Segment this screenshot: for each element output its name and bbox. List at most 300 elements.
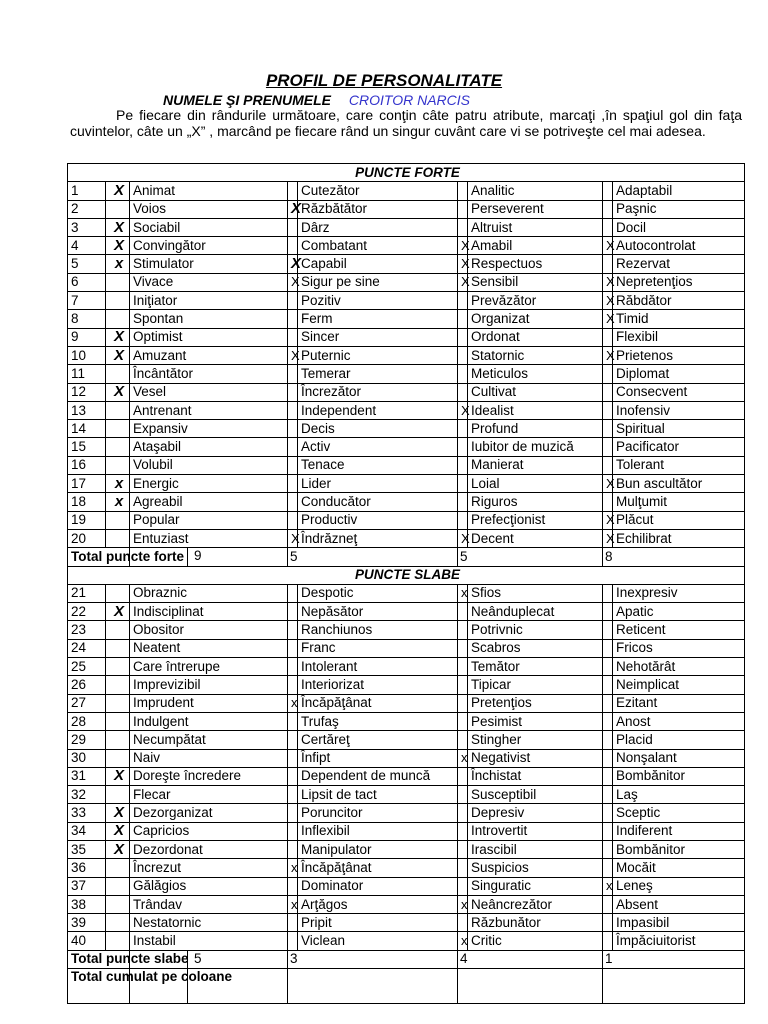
attribute-word: Arţăgos [298, 895, 458, 913]
attribute-word: Statornic [468, 346, 603, 364]
mark-cell[interactable] [106, 456, 130, 474]
attribute-word: Tenace [298, 456, 458, 474]
attribute-word: Idealist [468, 401, 603, 419]
attribute-word: Convingător [130, 237, 288, 255]
attribute-word: Încăpăţânat [298, 859, 458, 877]
mark-cell[interactable] [458, 383, 468, 401]
mark-cell[interactable] [106, 658, 130, 676]
attribute-word: Îndrăzneţ [298, 529, 458, 547]
attribute-word: Obraznic [130, 584, 288, 602]
name-label: NUMELE ŞI PRENUMELE [163, 92, 332, 108]
mark-cell[interactable] [458, 859, 468, 877]
mark-cell[interactable] [458, 694, 468, 712]
attribute-word: Suspicios [468, 859, 603, 877]
mark-cell[interactable] [106, 895, 130, 913]
mark-cell[interactable] [106, 438, 130, 456]
row-number: 23 [68, 621, 106, 639]
attribute-word: Pesimist [468, 712, 603, 730]
mark-cell[interactable] [603, 767, 613, 785]
row-number: 12 [68, 383, 106, 401]
attribute-word: Organizat [468, 310, 603, 328]
row-number: 14 [68, 420, 106, 438]
attribute-word: Inflexibil [298, 822, 458, 840]
table-row [68, 401, 745, 419]
mark-cell[interactable]: X [603, 310, 613, 328]
mark-cell[interactable] [458, 493, 468, 511]
total-forte-row [68, 548, 745, 566]
mark-cell[interactable]: x [458, 932, 468, 950]
mark-cell[interactable] [603, 914, 613, 932]
mark-cell[interactable]: X [288, 529, 298, 547]
mark-cell[interactable] [288, 456, 298, 474]
mark-cell[interactable] [288, 749, 298, 767]
mark-cell[interactable] [458, 218, 468, 236]
mark-cell[interactable] [288, 438, 298, 456]
mark-cell[interactable]: X [288, 273, 298, 291]
attribute-word: Critic [468, 932, 603, 950]
mark-cell[interactable] [288, 786, 298, 804]
attribute-word: Pacificator [613, 438, 745, 456]
table-row [68, 383, 745, 401]
attribute-word: Încrezut [130, 859, 288, 877]
attribute-word: Laş [613, 786, 745, 804]
name-value: CROITOR NARCIS [348, 92, 470, 108]
attribute-word: Negativist [468, 749, 603, 767]
mark-cell[interactable] [106, 511, 130, 529]
attribute-word: Temător [468, 658, 603, 676]
attribute-word: Entuziast [130, 529, 288, 547]
attribute-word: Nonşalant [613, 749, 745, 767]
mark-cell[interactable]: X [603, 511, 613, 529]
total-forte-label: Total puncte forte [68, 548, 130, 566]
mark-cell[interactable] [458, 658, 468, 676]
attribute-word: Care întrerupe [130, 658, 288, 676]
mark-cell[interactable]: x [106, 255, 130, 273]
page-title: PROFIL DE PERSONALITATE [265, 71, 503, 90]
mark-cell[interactable]: X [106, 383, 130, 401]
row-number: 37 [68, 877, 106, 895]
mark-cell[interactable] [603, 822, 613, 840]
mark-cell[interactable]: X [288, 200, 298, 218]
table-row [68, 529, 745, 547]
mark-cell[interactable]: X [106, 822, 130, 840]
row-number: 22 [68, 603, 106, 621]
mark-cell[interactable] [603, 182, 613, 200]
total-slabe-label: Total puncte slabe [68, 950, 130, 968]
mark-cell[interactable] [288, 603, 298, 621]
attribute-word: Stingher [468, 731, 603, 749]
row-number: 39 [68, 914, 106, 932]
attribute-word: Decis [298, 420, 458, 438]
mark-cell[interactable] [288, 365, 298, 383]
mark-cell[interactable] [603, 365, 613, 383]
table-row [68, 731, 745, 749]
attribute-word: Spiritual [613, 420, 745, 438]
table-row [68, 712, 745, 730]
attribute-word: Prietenos [613, 346, 745, 364]
attribute-word: Instabil [130, 932, 288, 950]
total-slabe-split [130, 950, 288, 968]
attribute-word: Echilibrat [613, 529, 745, 547]
mark-cell[interactable] [603, 804, 613, 822]
row-number: 2 [68, 200, 106, 218]
mark-cell[interactable] [603, 603, 613, 621]
mark-cell[interactable] [106, 877, 130, 895]
mark-cell[interactable] [288, 511, 298, 529]
mark-cell[interactable] [288, 310, 298, 328]
mark-cell[interactable] [106, 584, 130, 602]
mark-cell[interactable] [106, 786, 130, 804]
mark-cell[interactable] [106, 694, 130, 712]
attribute-word: Paşnic [613, 200, 745, 218]
row-number: 30 [68, 749, 106, 767]
mark-cell[interactable]: X [106, 328, 130, 346]
attribute-word: Indisciplinat [130, 603, 288, 621]
mark-cell[interactable] [458, 804, 468, 822]
mark-cell[interactable] [603, 712, 613, 730]
attribute-word: Sceptic [613, 804, 745, 822]
mark-cell[interactable] [603, 895, 613, 913]
attribute-word: Pripit [298, 914, 458, 932]
personality-table [67, 163, 745, 1004]
mark-cell[interactable] [288, 383, 298, 401]
mark-cell[interactable] [288, 767, 298, 785]
attribute-word: Decent [468, 529, 603, 547]
attribute-word: Placid [613, 731, 745, 749]
attribute-word: Docil [613, 218, 745, 236]
attribute-word: Activ [298, 438, 458, 456]
mark-cell[interactable]: x [458, 895, 468, 913]
mark-cell[interactable] [288, 840, 298, 858]
mark-cell[interactable] [603, 731, 613, 749]
mark-cell[interactable] [458, 292, 468, 310]
mark-cell[interactable] [288, 475, 298, 493]
row-number: 32 [68, 786, 106, 804]
row-number: 31 [68, 767, 106, 785]
mark-cell[interactable] [458, 822, 468, 840]
mark-cell[interactable] [106, 932, 130, 950]
mark-cell[interactable] [603, 859, 613, 877]
mark-cell[interactable]: X [106, 603, 130, 621]
mark-cell[interactable]: x [288, 859, 298, 877]
mark-cell[interactable]: x [603, 877, 613, 895]
mark-cell[interactable] [106, 365, 130, 383]
mark-cell[interactable]: x [288, 895, 298, 913]
attribute-word: Naiv [130, 749, 288, 767]
mark-cell[interactable] [603, 218, 613, 236]
mark-cell[interactable] [603, 676, 613, 694]
mark-cell[interactable]: X [458, 237, 468, 255]
mark-cell[interactable]: X [603, 475, 613, 493]
attribute-word: Încăpăţânat [298, 694, 458, 712]
attribute-word: Dârz [298, 218, 458, 236]
mark-cell[interactable] [288, 420, 298, 438]
mark-cell[interactable] [288, 639, 298, 657]
mark-cell[interactable] [458, 182, 468, 200]
table-row [68, 822, 745, 840]
mark-cell[interactable]: X [458, 255, 468, 273]
mark-cell[interactable] [458, 840, 468, 858]
attribute-word: Apatic [613, 603, 745, 621]
total-forte-col3: 5 [458, 548, 603, 566]
attribute-word: Depresiv [468, 804, 603, 822]
attribute-word: Loial [468, 475, 603, 493]
mark-cell[interactable] [603, 383, 613, 401]
mark-cell[interactable] [288, 731, 298, 749]
mark-cell[interactable] [458, 346, 468, 364]
attribute-word: Indulgent [130, 712, 288, 730]
attribute-word: Trufaş [298, 712, 458, 730]
cumulative-col3 [458, 969, 603, 1004]
attribute-word: Anost [613, 712, 745, 730]
mark-cell[interactable] [106, 310, 130, 328]
attribute-word: Flecar [130, 786, 288, 804]
mark-cell[interactable] [288, 182, 298, 200]
attribute-word: Răzbunător [468, 914, 603, 932]
mark-cell[interactable] [288, 237, 298, 255]
mark-cell[interactable] [288, 877, 298, 895]
mark-cell[interactable] [288, 401, 298, 419]
attribute-word: Riguros [468, 493, 603, 511]
attribute-word: Mocăit [613, 859, 745, 877]
mark-cell[interactable]: X [458, 273, 468, 291]
mark-cell[interactable] [106, 731, 130, 749]
mark-cell[interactable] [603, 493, 613, 511]
attribute-word: Nepăsător [298, 603, 458, 621]
attribute-word: Expansiv [130, 420, 288, 438]
mark-cell[interactable]: x [106, 475, 130, 493]
attribute-word: Inexpresiv [613, 584, 745, 602]
attribute-word: Neânduplecat [468, 603, 603, 621]
mark-cell[interactable] [288, 493, 298, 511]
attribute-word: Închistat [468, 767, 603, 785]
mark-cell[interactable] [288, 328, 298, 346]
mark-cell[interactable] [458, 914, 468, 932]
mark-cell[interactable] [106, 273, 130, 291]
mark-cell[interactable] [603, 438, 613, 456]
mark-cell[interactable] [458, 639, 468, 657]
mark-cell[interactable] [603, 786, 613, 804]
mark-cell[interactable] [603, 932, 613, 950]
table-row [68, 218, 745, 236]
mark-cell[interactable] [603, 639, 613, 657]
row-number: 9 [68, 328, 106, 346]
attribute-word: Neâncrezător [468, 895, 603, 913]
attribute-word: Despotic [298, 584, 458, 602]
mark-cell[interactable]: X [288, 346, 298, 364]
attribute-word: Rezervat [613, 255, 745, 273]
mark-cell[interactable]: x [458, 584, 468, 602]
mark-cell[interactable]: x [458, 749, 468, 767]
attribute-word: Diplomat [613, 365, 745, 383]
attribute-word: Puternic [298, 346, 458, 364]
mark-cell[interactable] [458, 475, 468, 493]
attribute-word: Lipsit de tact [298, 786, 458, 804]
mark-cell[interactable] [288, 712, 298, 730]
mark-cell[interactable] [603, 200, 613, 218]
mark-cell[interactable]: X [106, 767, 130, 785]
row-number: 6 [68, 273, 106, 291]
mark-cell[interactable]: X [603, 292, 613, 310]
mark-cell[interactable] [458, 767, 468, 785]
table-row [68, 475, 745, 493]
mark-cell[interactable] [106, 401, 130, 419]
mark-cell[interactable]: X [603, 237, 613, 255]
mark-cell[interactable] [458, 621, 468, 639]
attribute-word: Dezordonat [130, 840, 288, 858]
attribute-word: Combatant [298, 237, 458, 255]
attribute-word: Leneş [613, 877, 745, 895]
mark-cell[interactable]: X [458, 529, 468, 547]
table-row [68, 420, 745, 438]
mark-cell[interactable] [288, 292, 298, 310]
mark-cell[interactable] [603, 401, 613, 419]
mark-cell[interactable] [106, 529, 130, 547]
mark-cell[interactable] [288, 822, 298, 840]
mark-cell[interactable]: X [106, 346, 130, 364]
attribute-word: Flexibil [613, 328, 745, 346]
mark-cell[interactable] [288, 804, 298, 822]
attribute-word: Împăciuitorist [613, 932, 745, 950]
table-row [68, 658, 745, 676]
mark-cell[interactable] [106, 914, 130, 932]
table-row [68, 840, 745, 858]
mark-cell[interactable]: X [288, 255, 298, 273]
mark-cell[interactable] [603, 420, 613, 438]
mark-cell[interactable] [458, 200, 468, 218]
table-row [68, 932, 745, 950]
table-row [68, 676, 745, 694]
mark-cell[interactable] [603, 584, 613, 602]
mark-cell[interactable] [603, 694, 613, 712]
total-forte-col2: 5 [288, 548, 458, 566]
attribute-word: Încântător [130, 365, 288, 383]
mark-cell[interactable] [458, 676, 468, 694]
row-number: 40 [68, 932, 106, 950]
mark-cell[interactable]: X [458, 401, 468, 419]
mark-cell[interactable] [603, 658, 613, 676]
mark-cell[interactable]: X [106, 218, 130, 236]
mark-cell[interactable]: X [106, 804, 130, 822]
mark-cell[interactable]: X [106, 237, 130, 255]
attribute-word: Capricios [130, 822, 288, 840]
attribute-word: Consecvent [613, 383, 745, 401]
mark-cell[interactable] [603, 840, 613, 858]
attribute-word: Prevăzător [468, 292, 603, 310]
mark-cell[interactable] [603, 255, 613, 273]
mark-cell[interactable] [106, 749, 130, 767]
attribute-word: Energic [130, 475, 288, 493]
mark-cell[interactable] [458, 511, 468, 529]
total-slabe-col3: 4 [458, 950, 603, 968]
mark-cell[interactable] [288, 932, 298, 950]
mark-cell[interactable] [106, 621, 130, 639]
mark-cell[interactable] [288, 914, 298, 932]
table-row [68, 603, 745, 621]
mark-cell[interactable] [106, 639, 130, 657]
mark-cell[interactable]: X [603, 346, 613, 364]
mark-cell[interactable]: X [603, 273, 613, 291]
mark-cell[interactable] [106, 420, 130, 438]
attribute-word: Prefecţionist [468, 511, 603, 529]
mark-cell[interactable] [458, 310, 468, 328]
table-row [68, 914, 745, 932]
attribute-word: Profund [468, 420, 603, 438]
attribute-word: Ferm [298, 310, 458, 328]
cumulative-label: Total cumulat pe coloane [68, 969, 130, 1004]
mark-cell[interactable] [106, 859, 130, 877]
mark-cell[interactable] [603, 456, 613, 474]
mark-cell[interactable] [106, 676, 130, 694]
mark-cell[interactable] [603, 621, 613, 639]
row-number: 35 [68, 840, 106, 858]
mark-cell[interactable] [458, 877, 468, 895]
attribute-word: Iniţiator [130, 292, 288, 310]
mark-cell[interactable] [458, 456, 468, 474]
row-number: 7 [68, 292, 106, 310]
mark-cell[interactable] [288, 621, 298, 639]
mark-cell[interactable] [458, 786, 468, 804]
attribute-word: Conducător [298, 493, 458, 511]
mark-cell[interactable] [106, 292, 130, 310]
table-row [68, 895, 745, 913]
mark-cell[interactable] [288, 584, 298, 602]
attribute-word: Imprevizibil [130, 676, 288, 694]
attribute-word: Dependent de muncă [298, 767, 458, 785]
mark-cell[interactable]: X [106, 182, 130, 200]
row-number: 34 [68, 822, 106, 840]
mark-cell[interactable]: x [106, 493, 130, 511]
table-row [68, 182, 745, 200]
mark-cell[interactable] [458, 420, 468, 438]
mark-cell[interactable]: x [288, 694, 298, 712]
mark-cell[interactable] [288, 676, 298, 694]
total-slabe-col2: 3 [288, 950, 458, 968]
row-number: 38 [68, 895, 106, 913]
mark-cell[interactable] [603, 328, 613, 346]
mark-cell[interactable] [458, 438, 468, 456]
mark-cell[interactable] [603, 749, 613, 767]
attribute-word: Pozitiv [298, 292, 458, 310]
table-row [68, 786, 745, 804]
attribute-word: Sensibil [468, 273, 603, 291]
attribute-word: Obositor [130, 621, 288, 639]
mark-cell[interactable] [458, 603, 468, 621]
mark-cell[interactable] [288, 218, 298, 236]
attribute-word: Ezitant [613, 694, 745, 712]
attribute-word: Perseverent [468, 200, 603, 218]
row-number: 1 [68, 182, 106, 200]
row-number: 3 [68, 218, 106, 236]
mark-cell[interactable] [106, 712, 130, 730]
row-number: 18 [68, 493, 106, 511]
attribute-word: Poruncitor [298, 804, 458, 822]
mark-cell[interactable]: X [106, 840, 130, 858]
attribute-word: Potrivnic [468, 621, 603, 639]
mark-cell[interactable] [458, 731, 468, 749]
mark-cell[interactable] [458, 365, 468, 383]
mark-cell[interactable] [288, 658, 298, 676]
row-number: 21 [68, 584, 106, 602]
attribute-word: Iubitor de muzică [468, 438, 603, 456]
attribute-word: Animat [130, 182, 288, 200]
mark-cell[interactable] [458, 712, 468, 730]
attribute-word: Doreşte încredere [130, 767, 288, 785]
mark-cell[interactable] [458, 328, 468, 346]
mark-cell[interactable] [106, 200, 130, 218]
mark-cell[interactable]: X [603, 529, 613, 547]
attribute-word: Viclean [298, 932, 458, 950]
